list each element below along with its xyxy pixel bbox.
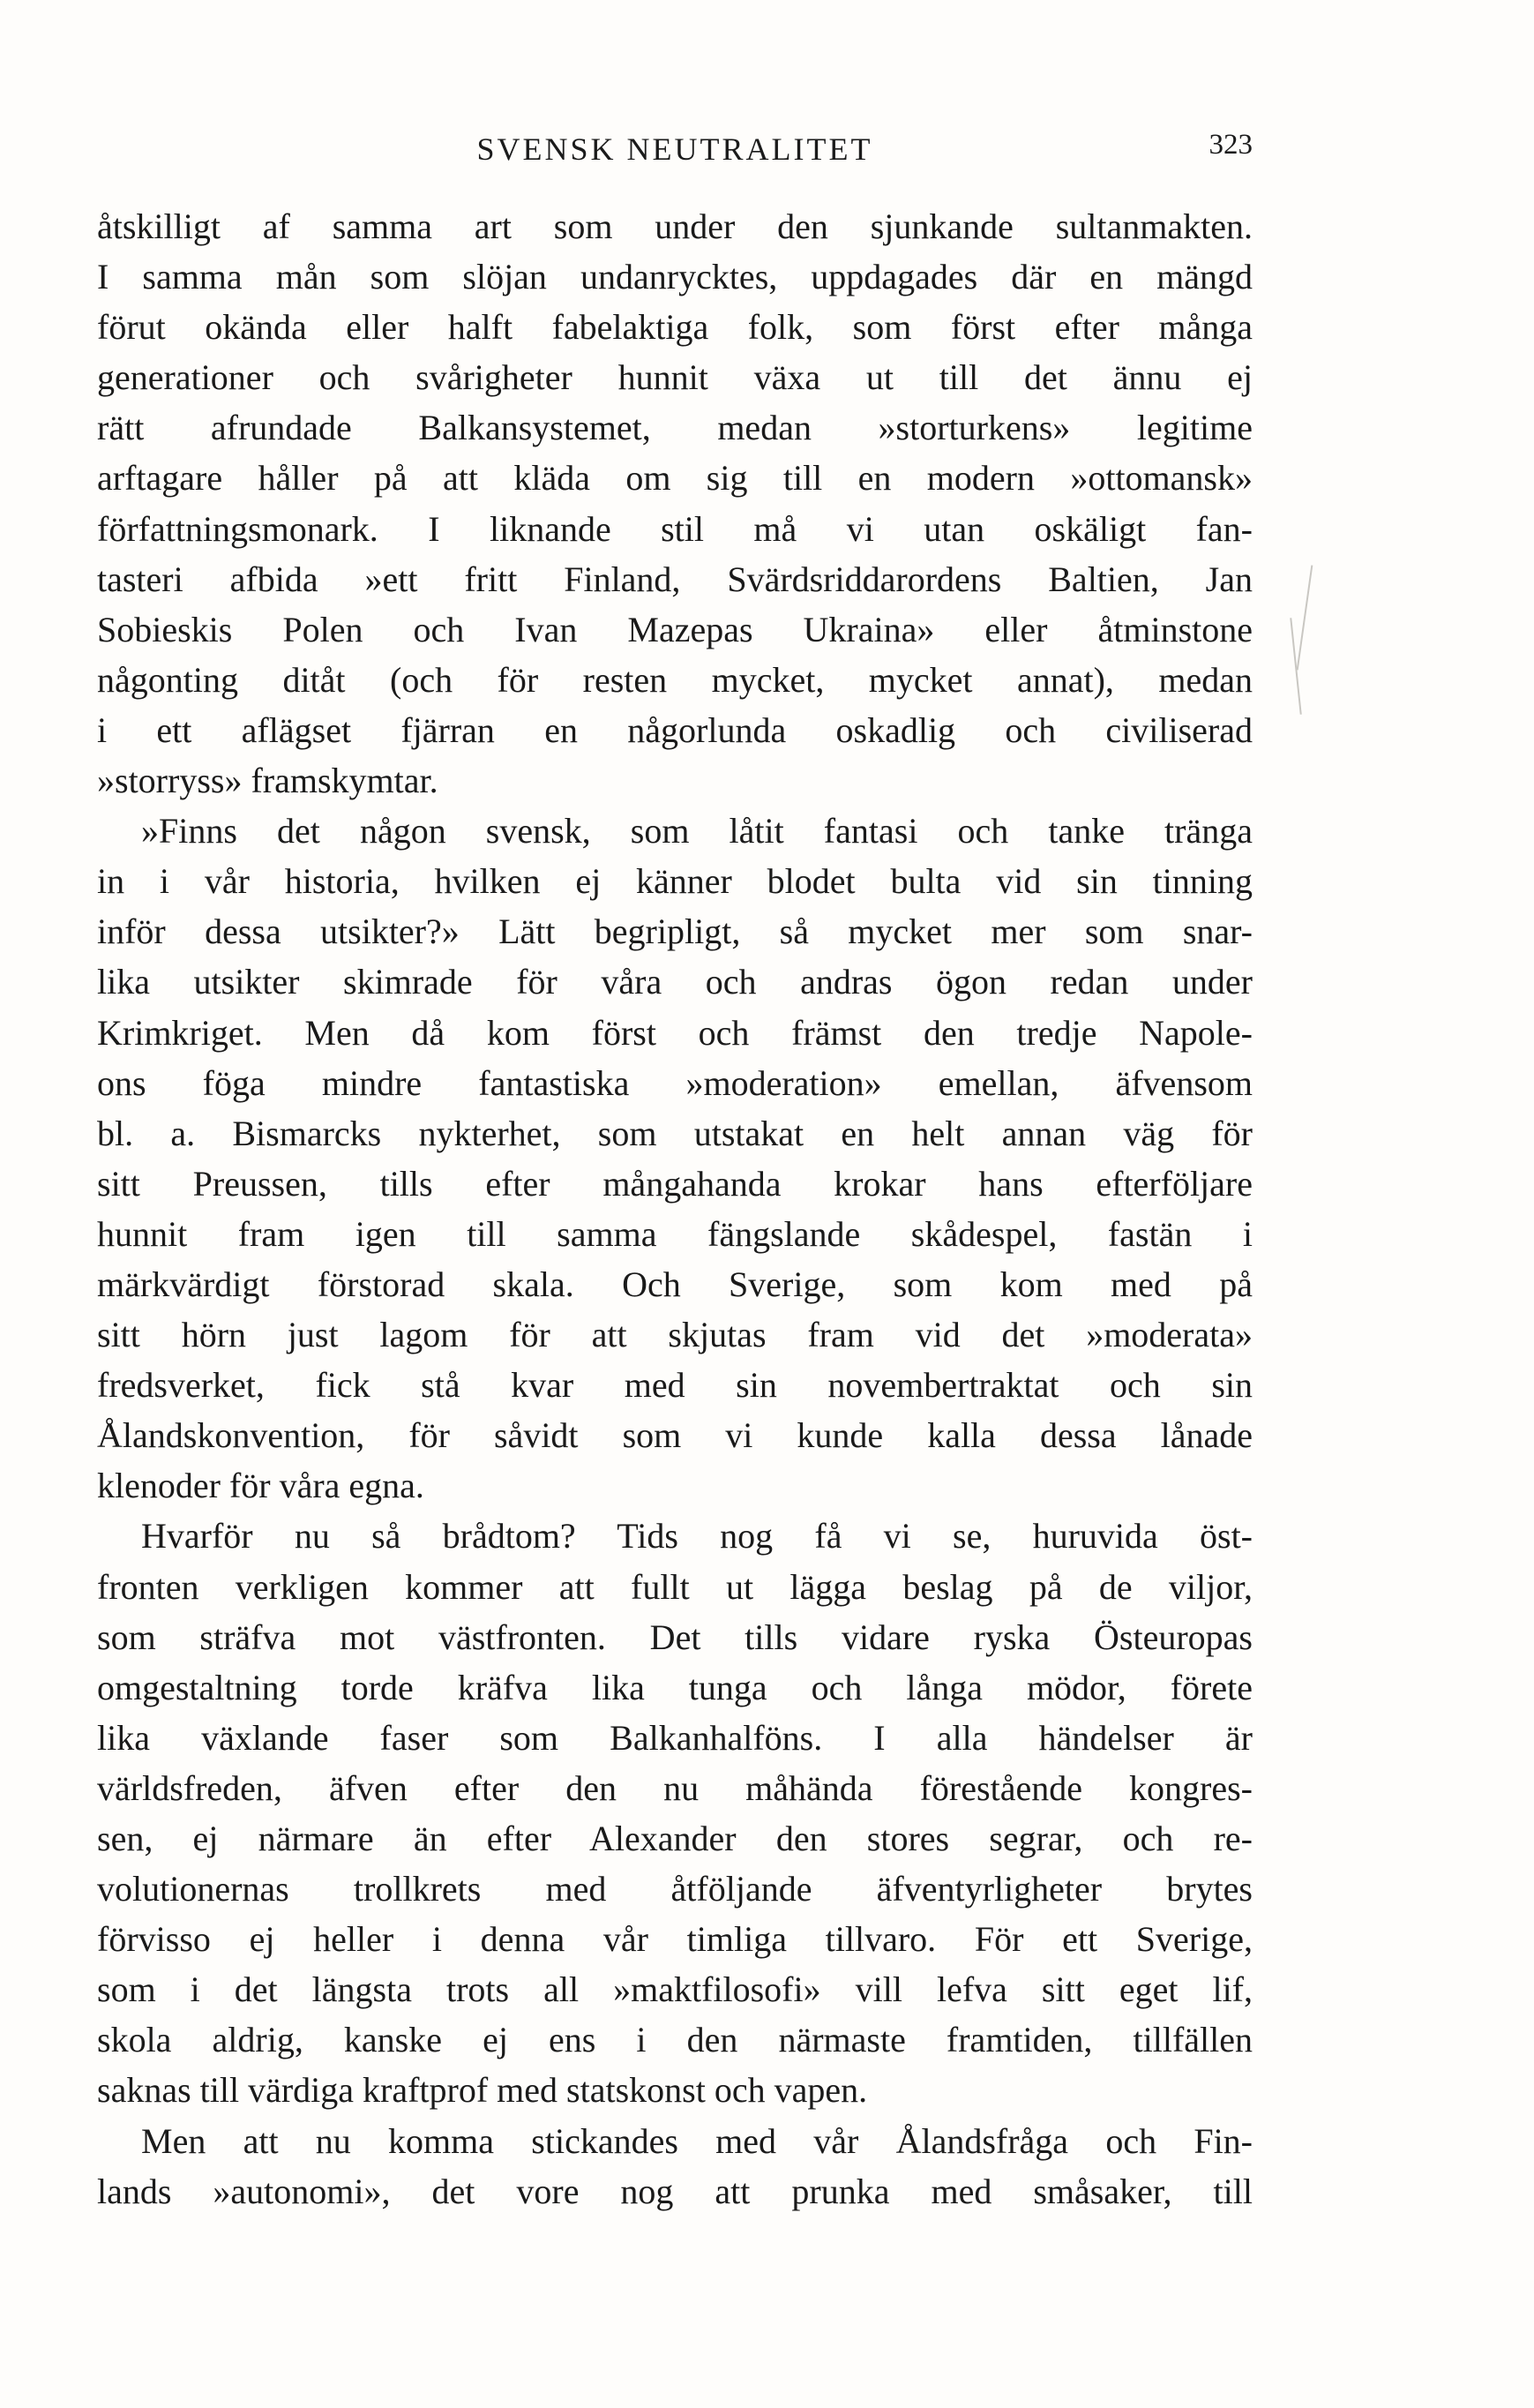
- text-line: arftagare håller på att kläda om sig till en modern »ottomansk»: [97, 458, 1253, 499]
- text-line: åtskilligt af samma art som under den sjunkande sultanmakten.: [97, 206, 1253, 246]
- running-title: SVENSK NEUTRALITET: [476, 131, 873, 167]
- text-line: Krimkriget. Men då kom först och främst den tredje Napole-: [97, 1012, 1253, 1053]
- text-line: I samma mån som slöjan undanrycktes, uppdagades där en mängd: [97, 257, 1253, 297]
- text-line: Ålandskonvention, för såvidt som vi kunde kalla dessa lånade: [97, 1415, 1253, 1456]
- text-line: Sobieskis Polen och Ivan Mazepas Ukraina» eller åtminstone: [97, 609, 1253, 649]
- text-line: volutionernas trollkrets med åtföljande äfventyrligheter brytes: [97, 1869, 1253, 1909]
- body-text: [97, 201, 1253, 2217]
- text-line: bl. a. Bismarcks nykterhet, som utstakat en helt annan väg för: [97, 1113, 1253, 1153]
- text-line: generationer och svårigheter hunnit växa ut till det ännu ej: [97, 357, 1253, 398]
- text-line: som sträfva mot västfronten. Det tills vidare ryska Östeuropas: [97, 1617, 1253, 1657]
- text-line: sitt hörn just lagom för att skjutas fram vid det »moderata»: [97, 1315, 1253, 1355]
- text-line: inför dessa utsikter?» Lätt begripligt, så mycket mer som snar-: [97, 911, 1253, 952]
- text-line: lika växlande faser som Balkanhalföns. I alla händelser är: [97, 1717, 1253, 1758]
- text-line: klenoder för våra egna.: [97, 1466, 424, 1506]
- text-line: omgestaltning torde kräfva lika tunga och långa mödor, förete: [97, 1667, 1253, 1707]
- page-header: [97, 131, 1253, 175]
- text-line: »Finns det någon svensk, som låtit fantasi och tanke tränga: [141, 811, 1253, 851]
- text-line: Men att nu komma stickandes med vår Ålandsfråga och Fin-: [141, 2120, 1253, 2161]
- text-line: som i det längsta trots all »maktfilosofi» vill lefva sitt eget lif,: [97, 1969, 1253, 2010]
- text-line: fronten verkligen kommer att fullt ut lägga beslag på de viljor,: [97, 1566, 1253, 1607]
- margin-pencil-mark: [1297, 565, 1313, 670]
- text-line: märkvärdigt förstorad skala. Och Sverige, som kom med på: [97, 1264, 1253, 1304]
- text-line: i ett aflägset fjärran en någorlunda oskadlig och civiliserad: [97, 709, 1253, 750]
- text-line: saknas till värdiga kraftprof med statskonst och vapen.: [97, 2070, 868, 2111]
- text-line: lands »autonomi», det vore nog att prunka med småsaker, till: [97, 2171, 1253, 2211]
- text-line: ons föga mindre fantastiska »moderation» emellan, äfvensom: [97, 1062, 1253, 1103]
- text-line: »storryss» framskymtar.: [97, 761, 438, 801]
- text-line: någonting ditåt (och för resten mycket, mycket annat), medan: [97, 659, 1253, 700]
- text-line: Hvarför nu så brådtom? Tids nog få vi se, huruvida öst-: [141, 1516, 1253, 1557]
- text-line: hunnit fram igen till samma fängslande skådespel, fastän i: [97, 1213, 1253, 1254]
- text-line: förut okända eller halft fabelaktiga folk, som först efter många: [97, 307, 1253, 348]
- text-line: förvisso ej heller i denna vår timliga tillvaro. För ett Sverige,: [97, 1919, 1253, 1960]
- text-line: skola aldrig, kanske ej ens i den närmaste framtiden, tillfällen: [97, 2020, 1253, 2060]
- text-line: tasteri afbida »ett fritt Finland, Svärdsriddarordens Baltien, Jan: [97, 559, 1253, 599]
- text-line: lika utsikter skimrade för våra och andras ögon redan under: [97, 962, 1253, 1002]
- text-line: världsfreden, äfven efter den nu måhända förestående kongres-: [97, 1767, 1253, 1808]
- text-line: in i vår historia, hvilken ej känner blodet bulta vid sin tinning: [97, 861, 1253, 902]
- text-line: sitt Preussen, tills efter mångahanda krokar hans efterföljare: [97, 1163, 1253, 1204]
- text-line: författningsmonark. I liknande stil må vi utan oskäligt fan-: [97, 508, 1253, 549]
- text-line: fredsverket, fick stå kvar med sin novembertraktat och sin: [97, 1365, 1253, 1406]
- text-line: rätt afrundade Balkansystemet, medan »storturkens» legitime: [97, 408, 1253, 448]
- text-line: sen, ej närmare än efter Alexander den stores segrar, och re-: [97, 1819, 1253, 1858]
- page-number: 323: [1208, 129, 1253, 161]
- margin-pencil-mark: [1290, 618, 1301, 715]
